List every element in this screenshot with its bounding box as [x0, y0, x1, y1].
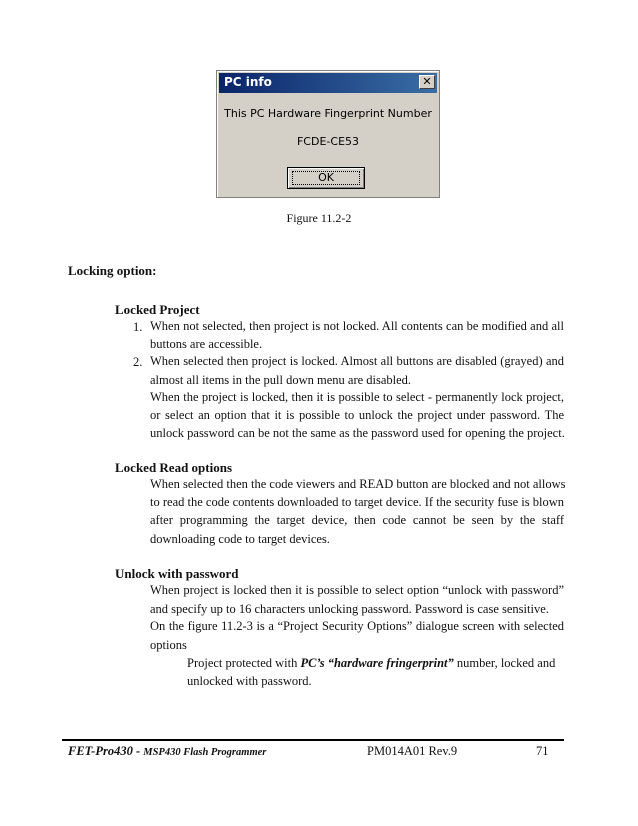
focus-ring [292, 171, 360, 185]
list-item-text: When the project is locked, then it is possible to select - permanently lock project, [150, 390, 564, 404]
emphasis-text: PC’s “hardware fringerprint” [300, 656, 454, 670]
list-number: 1. [133, 320, 143, 334]
footer-doc-id: PM014A01 Rev.9 [367, 744, 458, 758]
pc-info-dialog [216, 70, 440, 198]
section-heading: Locking option: [68, 263, 157, 278]
locked-read-heading: Locked Read options [115, 460, 233, 475]
paragraph-line: unlocked with password. [187, 674, 312, 688]
paragraph-line: On the figure 11.2-3 is a “Project Security Options” dialogue screen with selected [150, 619, 564, 633]
footer-divider [62, 739, 564, 741]
paragraph-line: When selected then the code viewers and READ button are blocked and not allows [150, 477, 566, 491]
paragraph-line: and specify up to 16 characters unlocking password. Password is case sensitive. [150, 602, 549, 616]
paragraph-line: after programming the target device, then code cannot be seen by the staff [150, 513, 564, 527]
list-item-text: unlock password can be not the same as the password used for opening the project. [150, 426, 565, 440]
dialog-title: PC info [224, 75, 272, 89]
paragraph-line: options [150, 638, 187, 652]
dialog-titlebar[interactable] [219, 73, 437, 93]
close-icon[interactable]: ✕ [419, 75, 435, 89]
footer-product [68, 744, 266, 759]
paragraph-line: When project is locked then it is possible to select option “unlock with password” [150, 583, 564, 597]
list-item-text: almost all items in the pull down menu are disabled. [150, 373, 412, 387]
list-item-text: When selected then project is locked. Almost all buttons are disabled (grayed) and [150, 354, 564, 368]
ok-button-label: OK [318, 171, 334, 184]
dialog-message: This PC Hardware Fingerprint Number [224, 107, 432, 120]
product-name: FET-Pro430 - [68, 744, 141, 758]
paragraph-line [187, 655, 555, 673]
paragraph-line: to read the code contents downloaded to target device. If the security fuse is blown [150, 495, 564, 509]
fingerprint-code: FCDE-CE53 [296, 135, 360, 148]
list-item-text: When not selected, then project is not locked. All contents can be modified and all [150, 319, 564, 333]
ok-button[interactable] [287, 167, 365, 189]
list-item-text: or select an option that it is possible to unlock the project under password. The [150, 408, 564, 422]
product-subtitle: MSP430 Flash Programmer [143, 747, 267, 758]
list-number: 2. [133, 355, 143, 369]
text-segment: number, locked and [453, 656, 556, 670]
text-segment: Project protected with [187, 656, 301, 670]
page-number: 71 [536, 744, 549, 758]
paragraph-line: downloading code to target devices. [150, 532, 330, 546]
unlock-password-heading: Unlock with password [115, 566, 239, 581]
locked-project-heading: Locked Project [115, 302, 200, 317]
list-item-text: buttons are accessible. [150, 337, 263, 351]
figure-caption: Figure 11.2-2 [286, 211, 352, 225]
